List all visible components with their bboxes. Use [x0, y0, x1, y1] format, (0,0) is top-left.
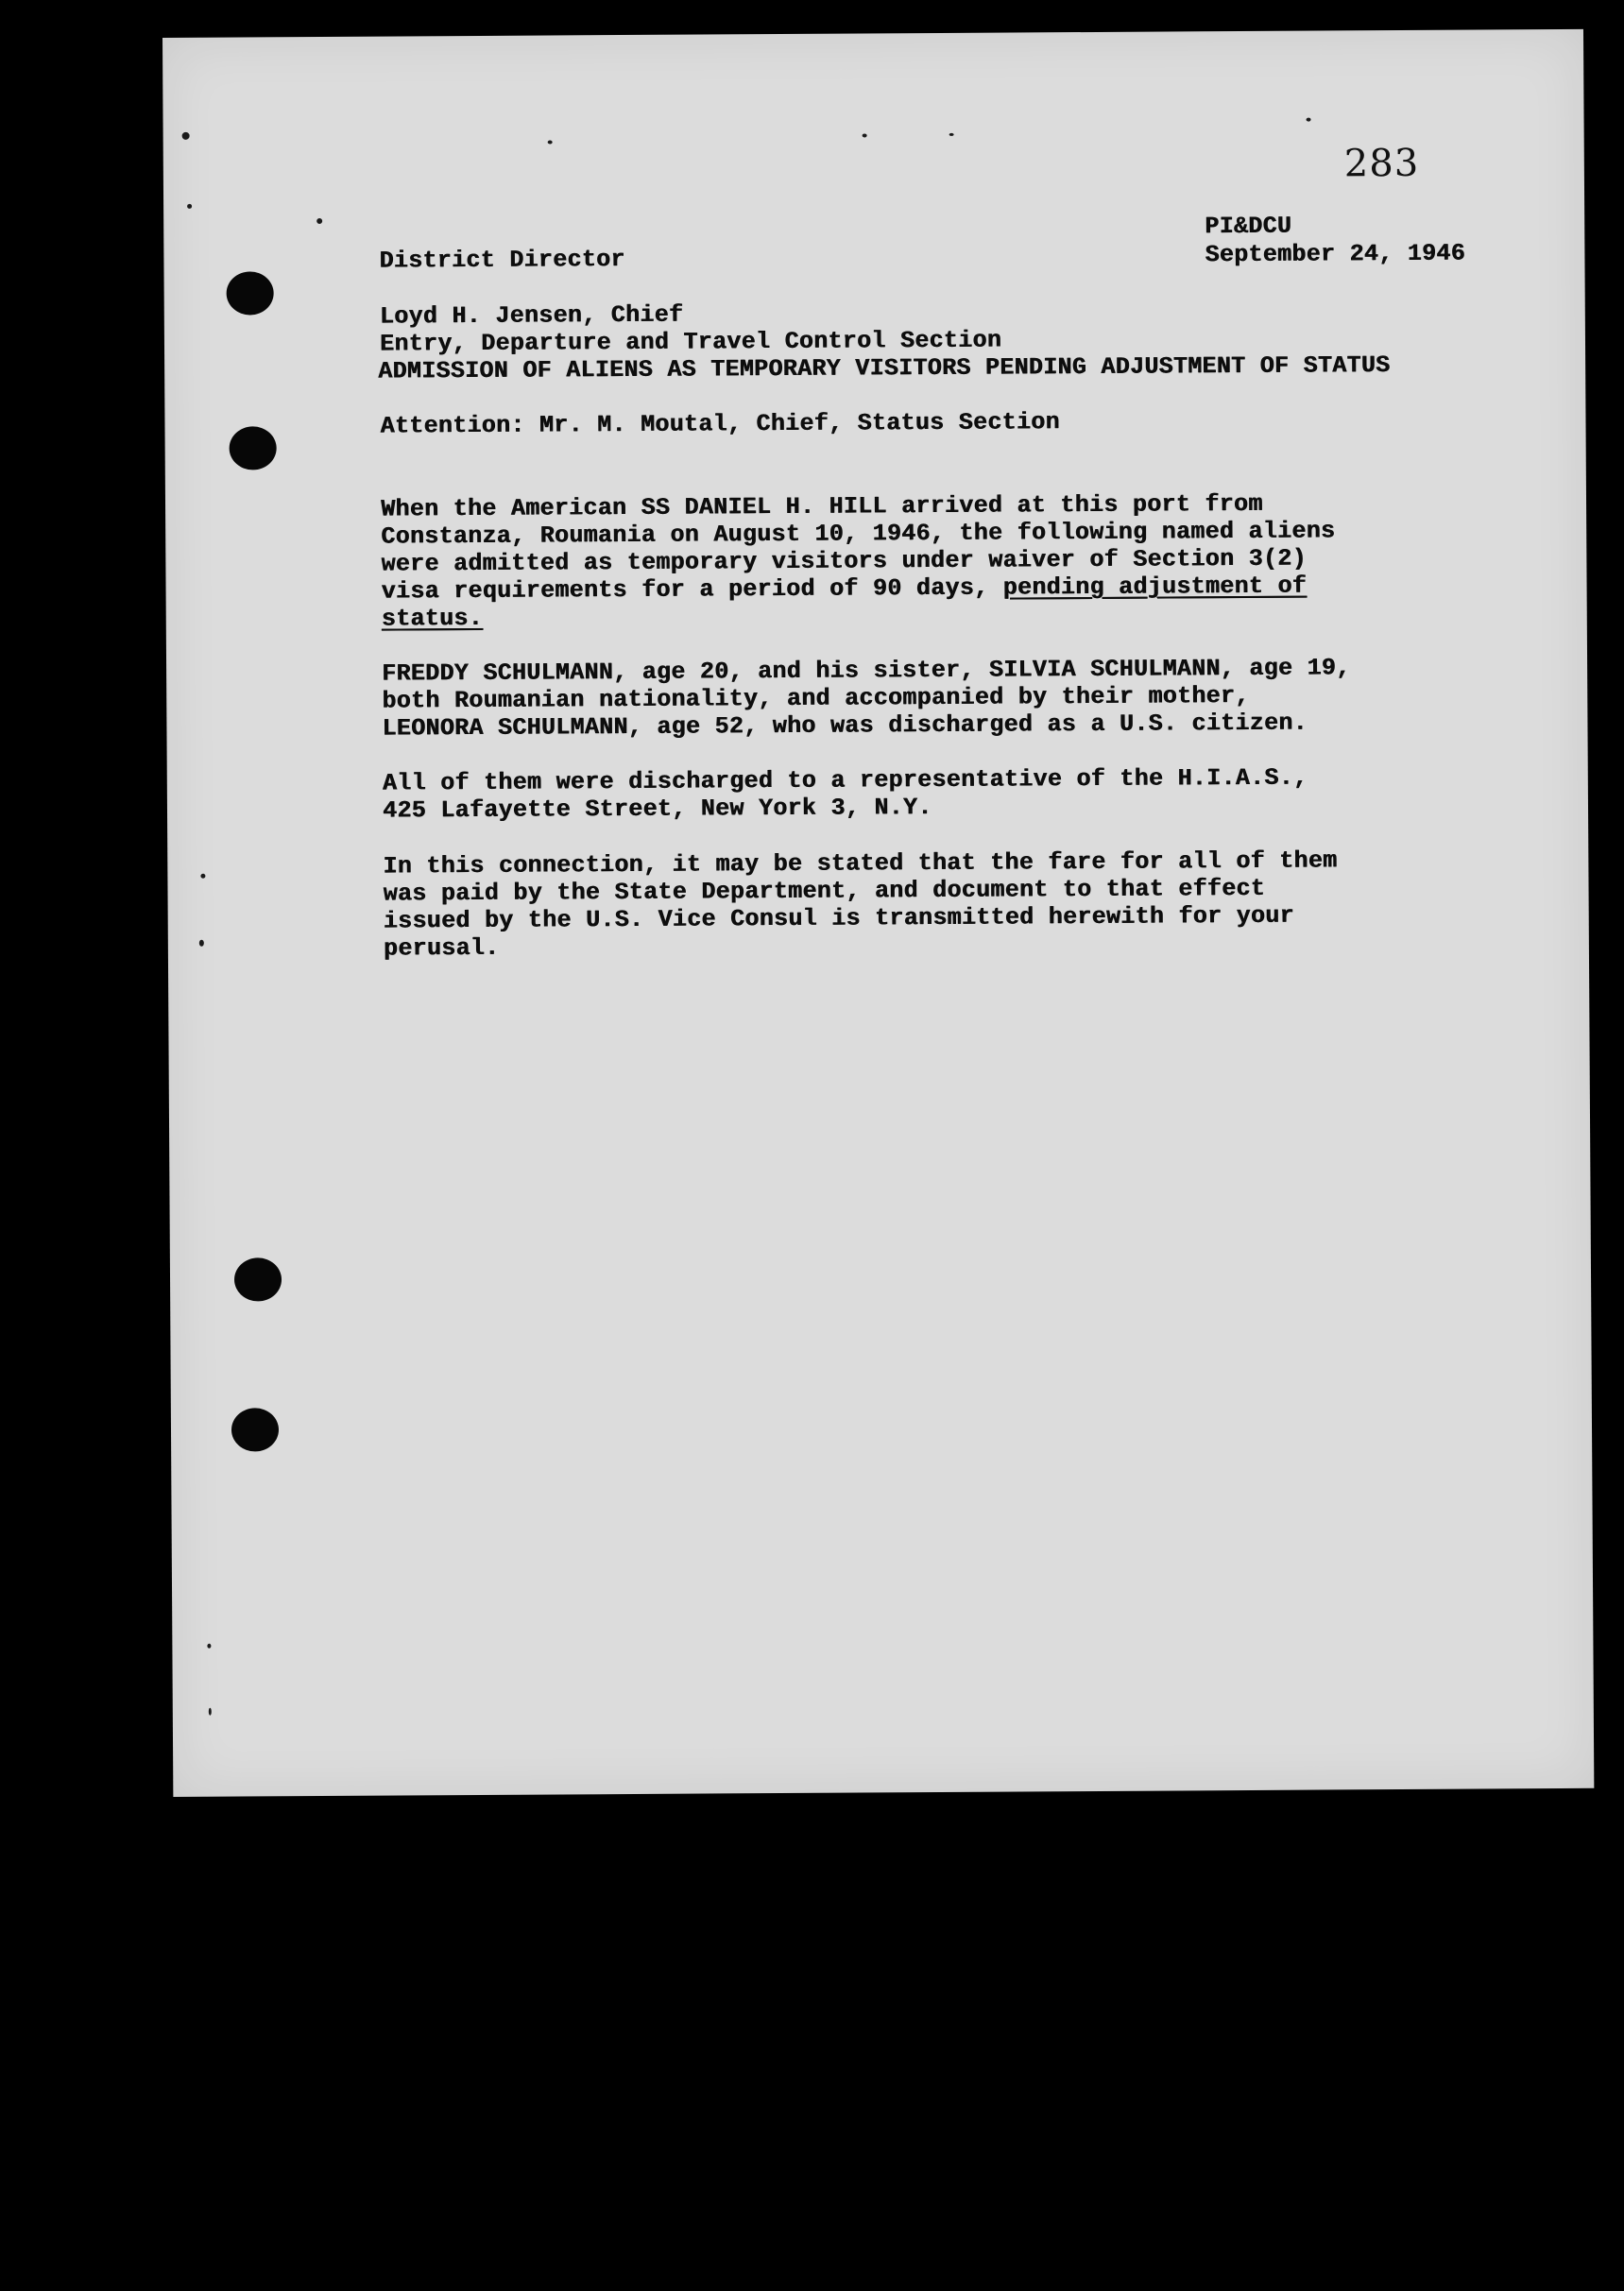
addressee-name: Loyd H. Jensen, Chief [379, 300, 684, 331]
paragraph-1-line-2: Constanza, Roumania on August 10, 1946, the following named aliens [381, 517, 1336, 551]
paragraph-3-line-1: All of them were discharged to a representative of the H.I.A.S., [382, 763, 1308, 797]
subject-line: ADMISSION OF ALIENS AS TEMPORARY VISITORS PENDING ADJUSTMENT OF STATUS [378, 351, 1391, 385]
paragraph-1-line-1: When the American SS DANIEL H. HILL arrived at this port from [380, 489, 1263, 523]
paragraph-1-line-5: status. [381, 604, 483, 633]
paragraph-2-line-1: FREDDY SCHULMANN, age 20, and his sister, SILVIA SCHULMANN, age 19, [382, 654, 1351, 688]
paragraph-4-line-2: was paid by the State Department, and document to that effect [383, 874, 1266, 908]
paragraph-1-line-3: were admitted as temporary visitors under waiver of Section 3(2) [381, 544, 1307, 578]
speck [200, 874, 205, 879]
paragraph-4-line-1: In this connection, it may be stated that the fare for all of them [383, 846, 1338, 880]
underlined-text: pending adjustment of [1002, 572, 1308, 602]
speck [1307, 118, 1311, 122]
speck [209, 1708, 212, 1716]
punch-hole [231, 1408, 279, 1451]
paragraph-1-line-4-text: visa requirements for a period of 90 days, [381, 573, 1003, 606]
attention-line: Attention: Mr. M. Moutal, Chief, Status Section [380, 408, 1060, 440]
punch-hole [234, 1257, 282, 1301]
paragraph-4-line-3: issued by the U.S. Vice Consul is transmitted herewith for your [383, 901, 1294, 935]
from-line: District Director [379, 246, 625, 275]
speck [199, 940, 204, 947]
paragraph-4-line-4: perusal. [383, 933, 500, 963]
speck [949, 133, 954, 136]
page-number: 283 [1343, 141, 1420, 186]
file-code: PI&DCU [1205, 212, 1292, 241]
speck [548, 140, 553, 144]
addressee-section: Entry, Departure and Travel Control Section [379, 326, 1002, 358]
speck [316, 218, 322, 224]
paragraph-2-line-3: LEONORA SCHULMANN, age 52, who was discharged as a U.S. citizen. [382, 709, 1308, 743]
letter-date: September 24, 1946 [1205, 239, 1465, 269]
paragraph-1-line-4 [381, 573, 1307, 606]
speck [863, 133, 867, 137]
paragraph-2-line-2: both Roumanian nationality, and accompanied by their mother, [382, 681, 1250, 715]
speck [187, 204, 192, 209]
document-page [162, 29, 1594, 1797]
speck [207, 1644, 211, 1649]
paragraph-3-line-2: 425 Lafayette Street, New York 3, N.Y. [382, 794, 932, 825]
punch-hole [230, 426, 277, 470]
punch-hole [227, 271, 274, 315]
speck [182, 132, 190, 140]
